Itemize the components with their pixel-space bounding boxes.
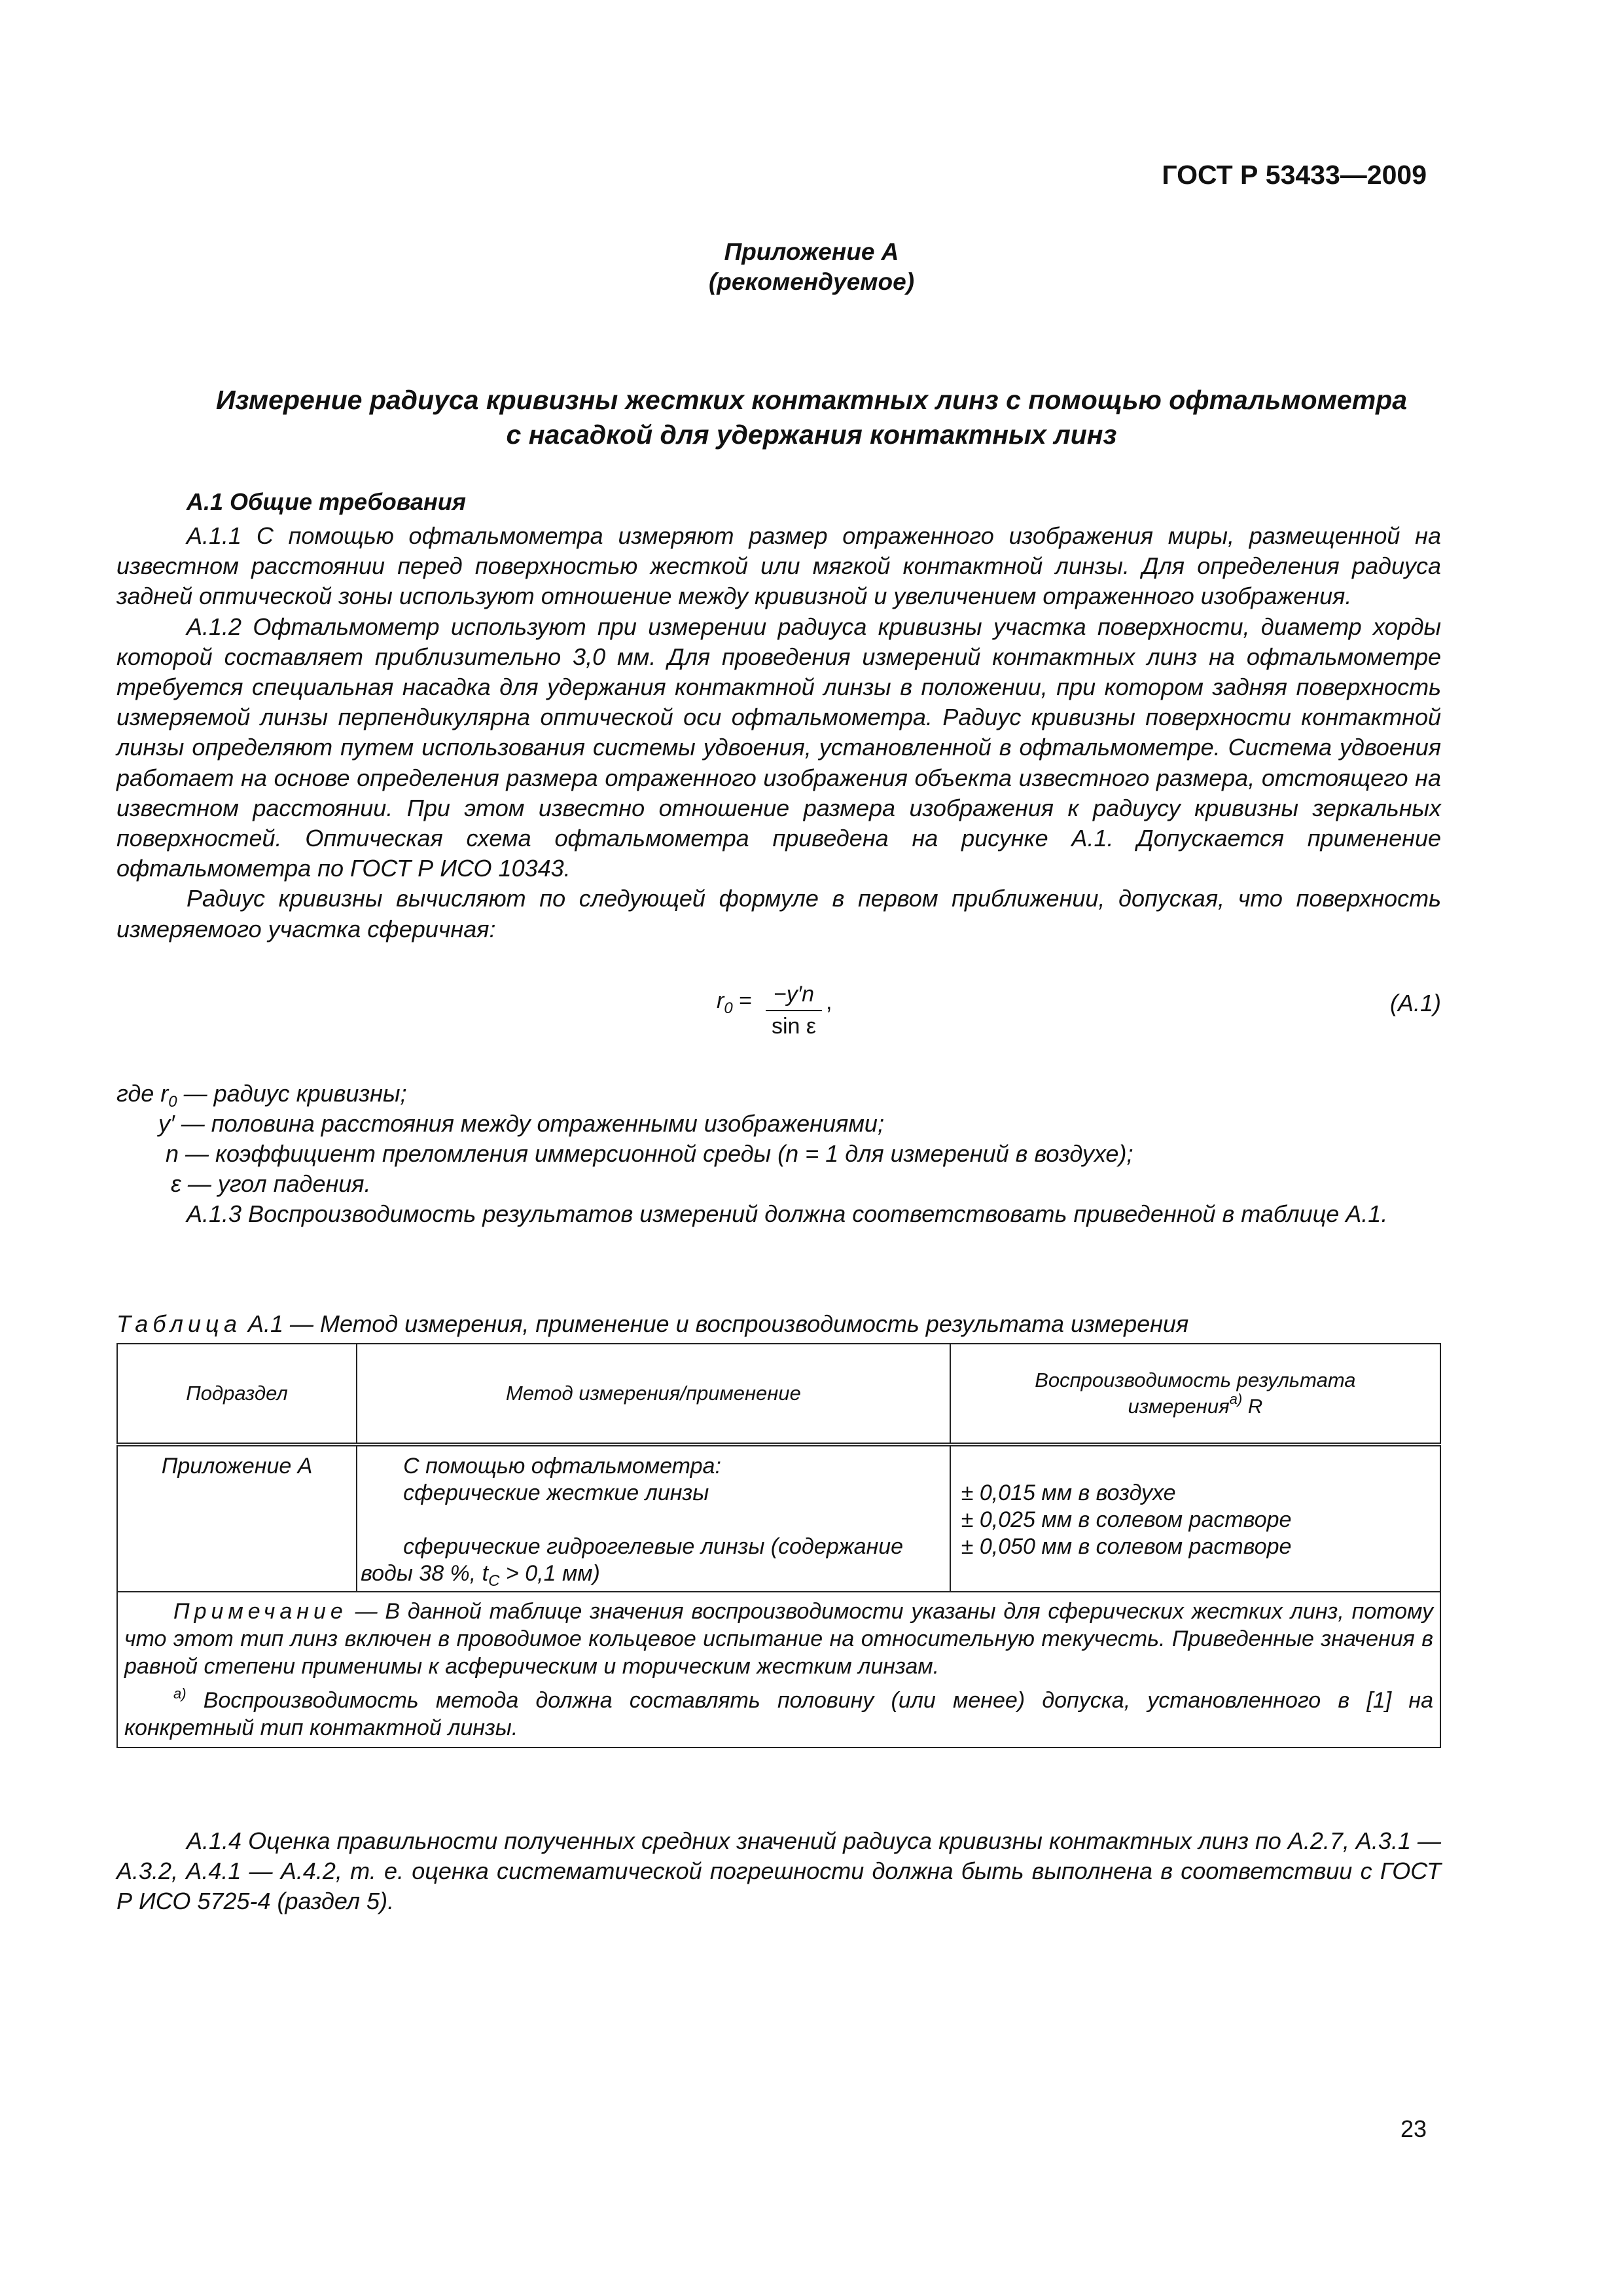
section-heading: А.1 Общие требования bbox=[187, 488, 466, 515]
formula-fraction bbox=[766, 982, 822, 1039]
cell-method: С помощью офтальмометра: сферические жесткие линзы сферические гидрогелевые линзы (содержание воды 38 %, $t_C > 0,1$ мм) bbox=[357, 1444, 950, 1592]
body-section-3 bbox=[116, 1826, 1441, 1917]
equation-number: (А.1) bbox=[1389, 990, 1441, 1016]
formula-denominator: sin ε bbox=[771, 1014, 817, 1039]
cell-subsection: Приложение А bbox=[117, 1444, 357, 1592]
paragraph-a-1-4: А.1.4 Оценка правильности полученных средних значений радиуса кривизны контактных линз по А.2.7, А.3.1 — А.3.2, А.4.1 — А.4.2, т. е. оценка систематической погрешности должна быть выполнена в соответствии с ГОСТ Р ИСО 5725-4 (раздел 5). bbox=[116, 1827, 1441, 1915]
appendix-label: Приложение А bbox=[724, 238, 899, 265]
title-line-2: с насадкой для удержания контактных линз bbox=[506, 420, 1117, 450]
table-note-row bbox=[117, 1592, 1440, 1748]
where-y: y′ — половина расстояния между отраженными изображениями; bbox=[158, 1110, 884, 1137]
body-section-2 bbox=[116, 1199, 1441, 1229]
page-number: 23 bbox=[1400, 2115, 1427, 2142]
footnote-paragraph: $^{а)}$ Воспроизводимость метода должна составлять половину (или менее) допуска, установленного в [1] на конкретный тип контактной линзы. bbox=[124, 1685, 1433, 1740]
table-caption: Таблица А.1 — Метод измерения, применение и воспроизводимость результата измерения bbox=[116, 1310, 1189, 1337]
formula-comma: , bbox=[826, 990, 832, 1014]
table-header-row bbox=[117, 1344, 1440, 1444]
header-subsection: Подраздел bbox=[117, 1344, 357, 1444]
appendix-status: (рекомендуемое) bbox=[708, 268, 915, 295]
cell-reproducibility: ± 0,015 мм в воздухе ± 0,025 мм в солевом растворе ± 0,050 мм в солевом растворе bbox=[950, 1444, 1440, 1592]
paragraph-a-1-1: А.1.1 С помощью офтальмометра измеряют размер отраженного изображения миры, размещенной на известном расстоянии перед поверхностью жесткой или мягкой контактной линзы. Для определения радиуса задней оптической зоны используют отношение между кривизной и увеличением отраженного изображения. bbox=[116, 522, 1441, 610]
where-n: n — коэффициент преломления иммерсионной среды (n = 1 для измерений в воздухе); bbox=[166, 1140, 1133, 1167]
header-reproducibility: Воспроизводимость результата измерения$^{а)}$ R bbox=[950, 1344, 1440, 1444]
where-eps: ε — угол падения. bbox=[171, 1170, 371, 1197]
table-row bbox=[117, 1444, 1440, 1592]
formula-numerator: −y′n bbox=[766, 982, 822, 1011]
where-list bbox=[116, 1079, 1133, 1199]
title-line-1: Измерение радиуса кривизны жестких контактных линз с помощью офтальмометра bbox=[215, 385, 1407, 415]
paragraph-formula-intro: Радиус кривизны вычисляют по следующей формуле в первом приближении, допуская, что поверхность измеряемого участка сферичная: bbox=[116, 885, 1441, 942]
formula-lhs: $r_0$ = bbox=[717, 988, 752, 1017]
reproducibility-table bbox=[116, 1343, 1441, 1748]
where-r0: где $r_0$ — радиус кривизны; bbox=[116, 1080, 407, 1111]
paragraph-a-1-3: А.1.3 Воспроизводимость результатов измерений должна соответствовать приведенной в таблице А.1. bbox=[187, 1200, 1388, 1227]
header-method: Метод измерения/применение bbox=[357, 1344, 950, 1444]
note-paragraph: Примечание — В данной таблице значения воспроизводимости указаны для сферических жестких линз, потому что этот тип линз включен в проводимое кольцевое испытание на относительную текучесть. Приведенные значения в равной степени применимы к асферическим и торическим жестким линзам. bbox=[124, 1599, 1433, 1679]
document-id: ГОСТ Р 53433—2009 bbox=[1162, 160, 1427, 190]
body-section-1 bbox=[116, 521, 1441, 944]
table-note bbox=[117, 1592, 1440, 1748]
paragraph-a-1-2: А.1.2 Офтальмометр используют при измерении радиуса кривизны участка поверхности, диаметр хорды которой составляет приблизительно 3,0 мм. Для проведения измерений контактных линз на офтальмометре требуется специальная насадка для удержания контактной линзы в положении, при котором задняя поверхность измеряемой линзы перпендикулярна оптической оси офтальмометра. Радиус кривизны поверхности контактной линзы определяют путем использования системы удвоения, установленной в офтальмометре. Система удвоения работает на основе определения размера отраженного изображения объекта известного размера, отстоящего на известном расстоянии. При этом известно отношение размера изображения к радиусу кривизны зеркальных поверхностей. Оптическая схема офтальмометра приведена на рисунке А.1. Допускается применение офтальмометра по ГОСТ Р ИСО 10343. bbox=[116, 613, 1441, 882]
